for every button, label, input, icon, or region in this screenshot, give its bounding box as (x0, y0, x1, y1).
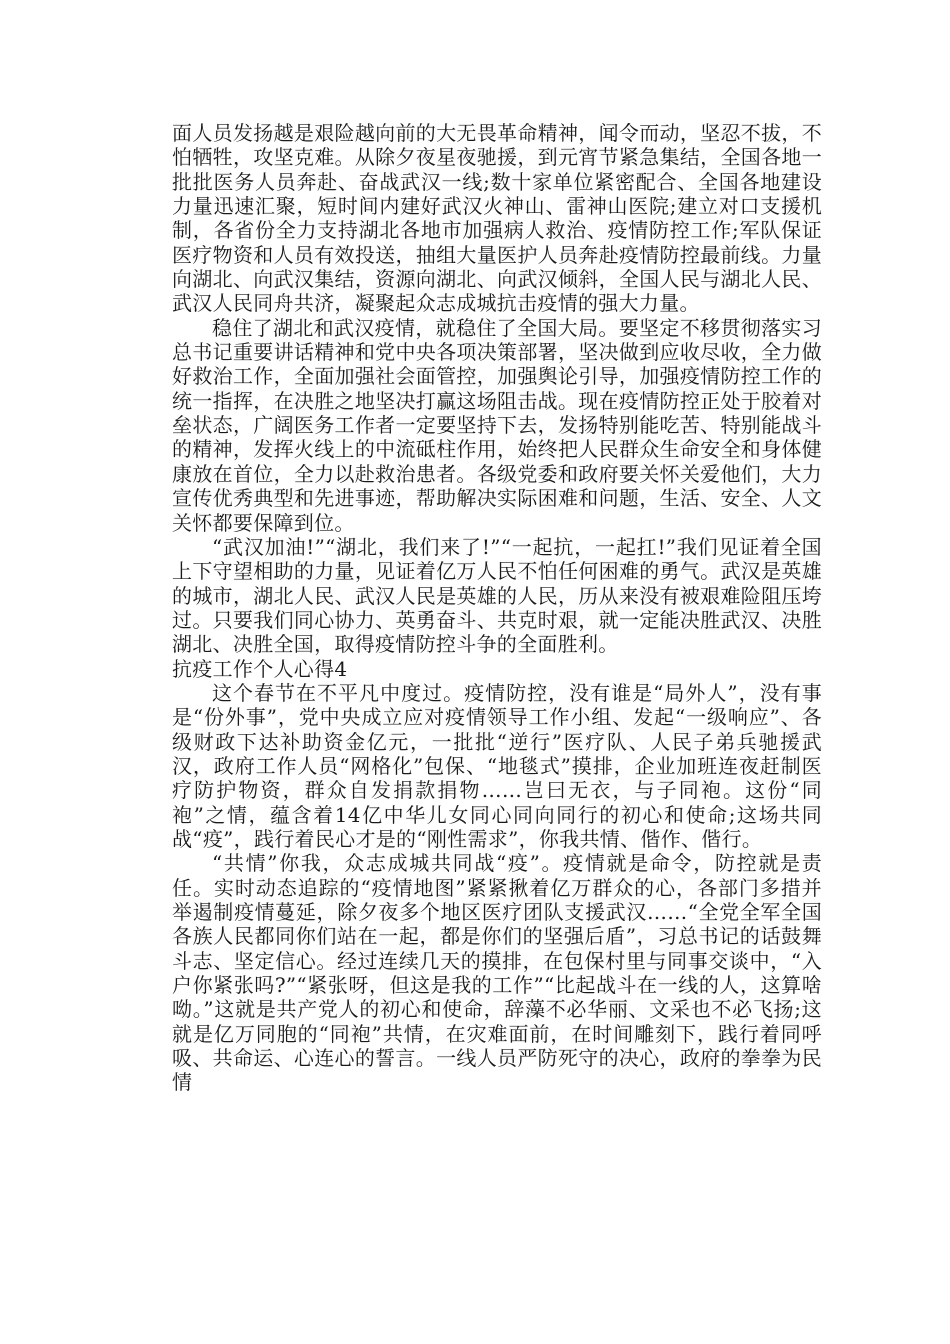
section-heading: 抗疫工作个人心得4 (172, 656, 348, 681)
paragraph-2: 稳住了湖北和武汉疫情，就稳住了全国大局。要坚定不移贯彻落实习总书记重要讲话精神和党中央各项决策部署，坚决做到应收尽收，全力做好救治工作，全面加强社会面管控，加强舆论引导，加强疫情防控工作的统一指挥，在决胜之地坚决打赢这场阻击战。现在疫情防控正处于胶着对垒状态，广阔医务工作者一定要坚持下去，发扬特别能吃苦、特别能战斗的精神，发挥火线上的中流砥柱作用，始终把人民群众生命安全和身体健康放在首位，全力以赴救治患者。各级党委和政府要关怀关爱他们，大力宣传优秀典型和先进事迹，帮助解决实际困难和问题，生活、安全、人文关怀都要保障到位。 (172, 315, 822, 535)
paragraph-1: 面人员发扬越是艰险越向前的大无畏革命精神，闻令而动，坚忍不拔，不怕牺牲，攻坚克难。从除夕夜星夜驰援，到元宵节紧急集结，全国各地一批批医务人员奔赴、奋战武汉一线;数十家单位紧密配合、全国各地建设力量迅速汇聚，短时间内建好武汉火神山、雷神山医院;建立对口支援机制，各省份全力支持湖北各地市加强病人救治、疫情防控工作;军队保证医疗物资和人员有效投送，抽组大量医护人员奔赴疫情防控最前线。力量向湖北、向武汉集结，资源向湖北、向武汉倾斜，全国人民与湖北人民、武汉人民同舟共济，凝聚起众志成城抗击疫情的强大力量。 (172, 121, 822, 316)
document-body (172, 121, 822, 1095)
paragraph-5: “共情”你我，众志成城共同战“疫”。疫情就是命令，防控就是责任。实时动态追踪的“疫情地图”紧紧揪着亿万群众的心，各部门多措并举遏制疫情蔓延，除夕夜多个地区医疗团队支援武汉……“全党全军全国各族人民都同你们站在一起，都是你们的坚强后盾”，习总书记的话鼓舞斗志、坚定信心。经过连续几天的摸排，在包保村里与同事交谈中，“入户你紧张吗?”“紧张呀，但这是我的工作”“比起战斗在一线的人，这算啥呦。”这就是共产党人的初心和使命，辞藻不必华丽、文采也不必飞扬;这就是亿万同胞的“同袍”共情，在灾难面前，在时间雕刻下，践行着同呼吸、共命运、心连心的誓言。一线人员严防死守的决心，政府的拳拳为民情 (172, 851, 822, 1095)
paragraph-4: 这个春节在不平凡中度过。疫情防控，没有谁是“局外人”，没有事是“份外事”，党中央成立应对疫情领导工作小组、发起“一级响应”、各级财政下达补助资金亿元，一批批“逆行”医疗队、人民子弟兵驰援武汉，政府工作人员“网格化”包保、“地毯式”摸排，企业加班连夜赶制医疗防护物资，群众自发捐款捐物……岂曰无衣，与子同袍。这份“同袍”之情，蕴含着14亿中华儿女同心同向同行的初心和使命;这场共同战“疫”，践行着民心才是的“刚性需求”，你我共情、偕作、偕行。 (172, 680, 822, 851)
paragraph-3: “武汉加油!”“湖北，我们来了!”“一起抗，一起扛!”我们见证着全国上下守望相助的力量，见证着亿万人民不怕任何困难的勇气。武汉是英雄的城市，湖北人民、武汉人民是英雄的人民，历从来没有被艰难险阻压垮过。只要我们同心协力、英勇奋斗、共克时艰，就一定能决胜武汉、决胜湖北、决胜全国，取得疫情防控斗争的全面胜利。 (172, 534, 822, 657)
